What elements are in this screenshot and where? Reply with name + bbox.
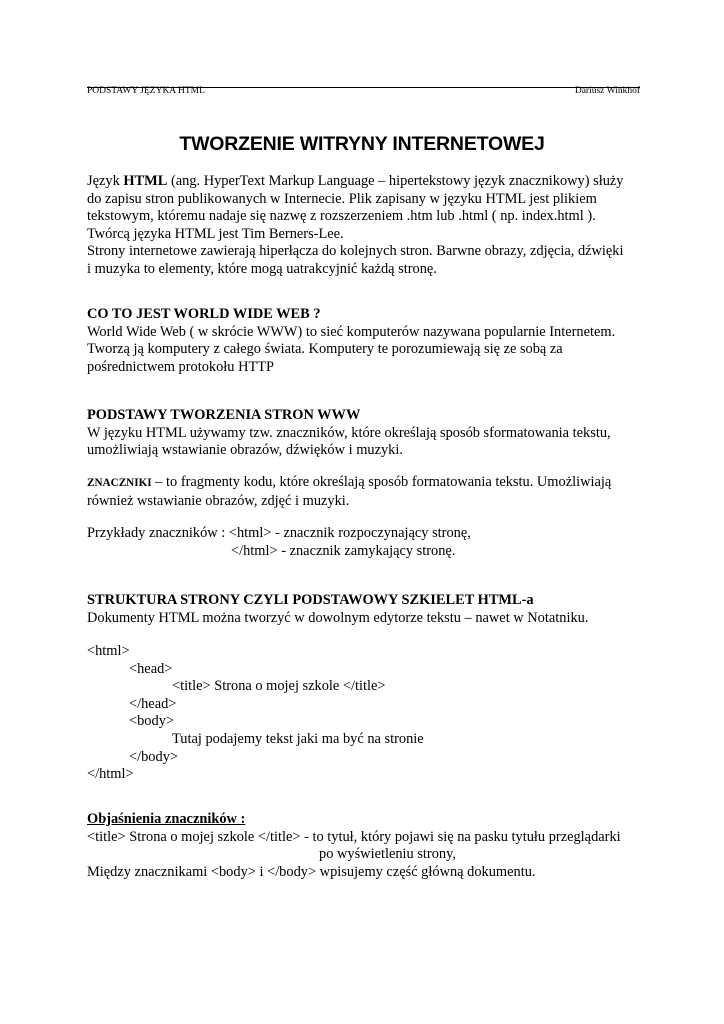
code-line: <head> — [129, 660, 173, 677]
definition-term: ZNACZNIKI — [87, 477, 152, 489]
explanation-heading: Objaśnienia znaczników : — [87, 811, 246, 827]
intro-line-1: Język HTML (ang. HyperText Markup Language – hipertekstowy język znacznikowy) służy — [87, 173, 624, 189]
code-line: <html> — [87, 643, 130, 659]
explanation-line-3: Między znacznikami <body> i </body> wpisujemy część główną dokumentu. — [87, 863, 536, 880]
basics-line-2: umożliwiają wstawianie obrazów, dźwięków i muzyki. — [87, 442, 403, 459]
structure-section — [87, 592, 647, 627]
www-heading: CO TO JEST WORLD WIDE WEB ? — [87, 306, 321, 322]
intro-paragraph — [87, 173, 647, 279]
www-line-1: World Wide Web ( w skrócie WWW) to sieć komputerów nazywana popularnie Internetem. — [87, 323, 616, 340]
intro-line-2: do zapisu stron publikowanych w Internecie. Plik zapisany w języku HTML jest plikiem — [87, 190, 597, 207]
code-line: Tutaj podajemy tekst jaki ma być na stronie — [172, 730, 424, 747]
explanation-line-2: po wyświetleniu strony, — [319, 846, 456, 863]
intro-line-3: tekstowym, któremu nadaje się nazwę z rozszerzeniem .htm lub .html ( np. index.html ). — [87, 208, 596, 225]
basics-section — [87, 407, 647, 460]
examples-paragraph — [87, 525, 647, 560]
definition-line-1: ZNACZNIKI – to fragmenty kodu, które określają sposób formatowania tekstu. Umożliwiają — [87, 474, 612, 490]
structure-heading: STRUKTURA STRONY CZYLI PODSTAWOWY SZKIELET HTML-a — [87, 592, 534, 608]
www-section — [87, 306, 647, 376]
www-line-2: Tworzą ją komputery z całego świata. Komputery te porozumiewają się ze sobą za — [87, 341, 563, 358]
page-header — [87, 85, 640, 96]
header-right: Dariusz Winkhof — [574, 86, 640, 96]
header-left: PODSTAWY JĘZYKA HTML — [87, 86, 205, 96]
structure-line-1: Dokumenty HTML można tworzyć w dowolnym edytorze tekstu – nawet w Notatniku. — [87, 609, 589, 626]
explanation-section — [87, 811, 647, 881]
code-example — [87, 643, 647, 784]
example-line-2: </html> - znacznik zamykający stronę. — [231, 542, 456, 559]
intro-line-5: Strony internetowe zawierają hiperłącza do kolejnych stron. Barwne obrazy, zdjęcia, dźwięki — [87, 243, 624, 260]
www-line-3: pośrednictwem protokołu HTTP — [87, 358, 275, 375]
explanation-line-1: <title> Strona o mojej szkole </title> - to tytuł, który pojawi się na pasku tytułu przeglądarki — [87, 828, 621, 845]
intro-line-4: Twórcą języka HTML jest Tim Berners-Lee. — [87, 225, 344, 242]
code-line: </body> — [129, 748, 179, 765]
html-term: HTML — [123, 173, 168, 189]
page-title: TWORZENIE WITRYNY INTERNETOWEJ — [179, 133, 545, 155]
code-line: <title> Strona o mojej szkole </title> — [172, 678, 386, 695]
basics-line-1: W języku HTML używamy tzw. znaczników, które określają sposób sformatowania tekstu, — [87, 424, 611, 441]
code-line: <body> — [129, 713, 175, 730]
definition-line-2: również wstawianie obrazów, zdjęć i muzyki. — [87, 492, 350, 509]
code-line: </head> — [129, 695, 177, 712]
example-line-1: Przykłady znaczników : <html> - znacznik rozpoczynający stronę, — [87, 525, 471, 541]
intro-line-6: i muzyka to elementy, które mogą uatrakcyjnić każdą stronę. — [87, 260, 437, 277]
basics-heading: PODSTAWY TWORZENIA STRON WWW — [87, 407, 361, 423]
definition-paragraph — [87, 474, 647, 510]
code-line: </html> — [87, 766, 134, 783]
